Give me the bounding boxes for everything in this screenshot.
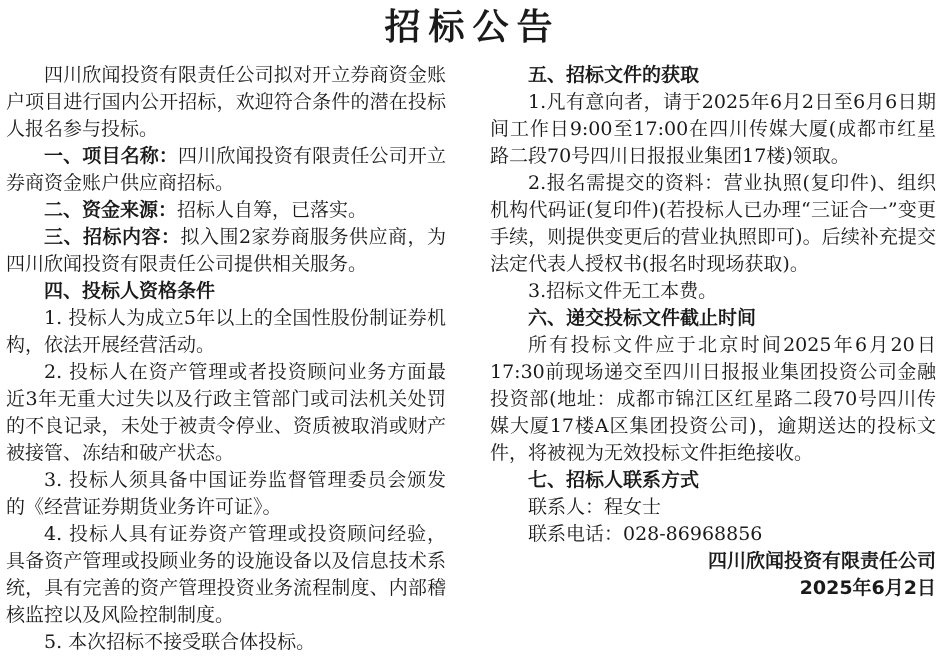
deadline-text: 所有投标文件应于北京时间2025年6月20日17:30前现场递交至四川日报报业集团投资公司金融投资部(地址：成都市锦江区红星路二段70号四川传媒大厦17楼A区集团投资公司)，逾期送达的投标文件，将被视为无效投标文件拒绝接收。: [490, 334, 936, 464]
section-project-name-label: 一、项目名称：: [44, 145, 179, 167]
section-deadline-heading: 六、递交投标文件截止时间: [528, 307, 757, 329]
section-documents-heading: 五、招标文件的获取: [528, 64, 700, 86]
qualification-item: 4. 投标人具有证券资产管理或投资顾问经验，具备资产管理或投顾业务的设施设备以及信息技术系统，具有完善的资产管理投资业务流程制度、内部稽核监控以及风险控制制度。: [6, 523, 446, 626]
intro-paragraph: 四川欣闻投资有限责任公司拟对开立券商资金账户项目进行国内公开招标，欢迎符合条件的潜在投标人报名参与投标。: [6, 64, 446, 140]
left-column: [6, 62, 446, 656]
section-tender-content: [6, 224, 446, 278]
section-fund-source-label: 二、资金来源：: [44, 199, 178, 221]
section-project-name-text: 四川欣闻投资有限责任公司开立券商资金账户供应商招标。: [6, 145, 446, 194]
documents-item: 3.招标文件无工本费。: [528, 280, 718, 302]
documents-item: 1.凡有意向者，请于2025年6月2日至6月6日期间工作日9:00至17:00在四川传媒大厦(成都市红星路二段70号四川日报报业集团17楼)领取。: [490, 91, 936, 167]
section-tender-content-label: 三、招标内容：: [44, 226, 181, 248]
qualification-item: 3. 投标人须具备中国证券监督管理委员会颁发的《经营证券期货业务许可证》。: [6, 469, 446, 518]
signature-date: 2025年6月2日: [799, 577, 936, 599]
section-fund-source: [6, 197, 446, 224]
qualification-item: 1. 投标人为成立5年以上的全国性股份制证券机构，依法开展经营活动。: [6, 307, 446, 356]
contact-person: 联系人：程女士: [528, 496, 662, 518]
contact-phone: 联系电话：028-86968856: [528, 523, 763, 545]
section-project-name: [6, 143, 446, 197]
section-contact-heading: 七、招标人联系方式: [528, 469, 700, 491]
qualification-item: 5. 本次招标不接受联合体投标。: [44, 631, 316, 653]
signature-company: 四川欣闻投资有限责任公司: [707, 550, 936, 572]
documents-item: 2.报名需提交的资料：营业执照(复印件)、组织机构代码证(复印件)(若投标人已办理“三证合一”变更手续，则提供变更后的营业执照即可)。后续补充提交法定代表人授权书(报名时现场获取)。: [490, 172, 936, 275]
qualification-item: 2. 投标人在资产管理或者投资顾问业务方面最近3年无重大过失以及行政主管部门或司法机关处罚的不良记录，未处于被责令停业、资质被取消或财产被接管、冻结和破产状态。: [6, 361, 446, 464]
right-column: [490, 62, 936, 602]
section-tender-content-text: 拟入围2家券商服务供应商，为四川欣闻投资有限责任公司提供相关服务。: [6, 226, 446, 275]
page-title: 招标公告: [384, 7, 561, 48]
section-fund-source-text: 招标人自筹，已落实。: [177, 199, 368, 221]
section-qualification-heading: 四、投标人资格条件: [44, 280, 216, 302]
